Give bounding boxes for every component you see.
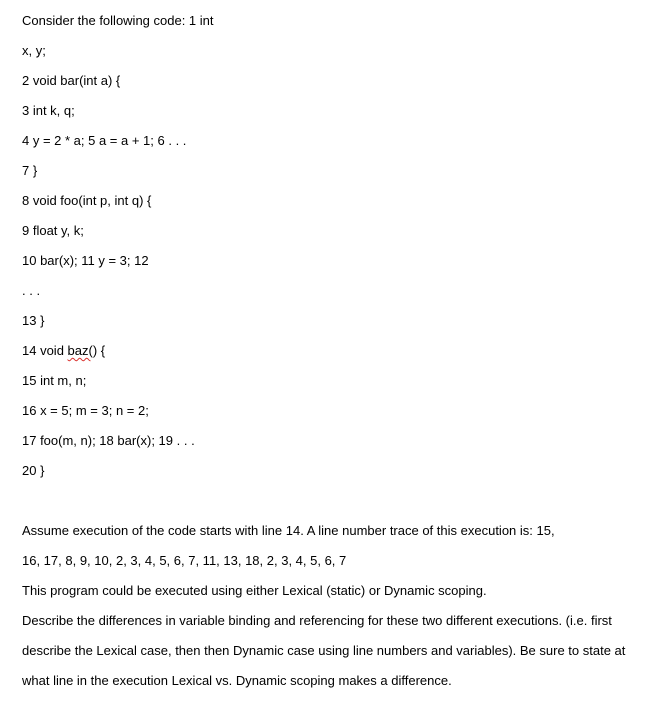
question-line-5: describe the Lexical case, then then Dynamic case using line numbers and variables). Be sure to state at <box>22 643 626 658</box>
code-line-13: 13 } <box>22 313 45 328</box>
code-line-4-6: 4 y = 2 * a; 5 a = a + 1; 6 . . . <box>22 133 187 148</box>
code-line-9: 9 float y, k; <box>22 223 84 238</box>
code-line-1-cont: x, y; <box>22 43 46 58</box>
code-line-14 <box>22 342 105 360</box>
question-line-6: what line in the execution Lexical vs. Dynamic scoping makes a difference. <box>22 673 452 688</box>
code-line-10-12: 10 bar(x); 11 y = 3; 12 <box>22 253 149 268</box>
code-line-14-suffix: ) { <box>92 343 106 358</box>
spellcheck-flagged-word: baz( <box>67 343 93 358</box>
question-line-1: Assume execution of the code starts with line 14. A line number trace of this execution is: 15, <box>22 523 555 538</box>
code-line-15: 15 int m, n; <box>22 373 87 388</box>
code-line-7: 7 } <box>22 163 38 178</box>
question-line-3: This program could be executed using either Lexical (static) or Dynamic scoping. <box>22 583 487 598</box>
code-line-17-19: 17 foo(m, n); 18 bar(x); 19 . . . <box>22 433 195 448</box>
question-line-2: 16, 17, 8, 9, 10, 2, 3, 4, 5, 6, 7, 11, 13, 18, 2, 3, 4, 5, 6, 7 <box>22 553 347 568</box>
code-line-ellipsis: . . . <box>22 283 41 298</box>
question-line-4: Describe the differences in variable binding and referencing for these two different executions. (i.e. first <box>22 613 612 628</box>
code-line-3: 3 int k, q; <box>22 103 75 118</box>
code-line-20: 20 } <box>22 463 45 478</box>
code-line-16: 16 x = 5; m = 3; n = 2; <box>22 403 149 418</box>
code-line-8: 8 void foo(int p, int q) { <box>22 193 152 208</box>
code-line-2: 2 void bar(int a) { <box>22 73 121 88</box>
code-line-1-intro: Consider the following code: 1 int <box>22 13 214 28</box>
code-line-14-prefix: 14 void <box>22 343 68 358</box>
